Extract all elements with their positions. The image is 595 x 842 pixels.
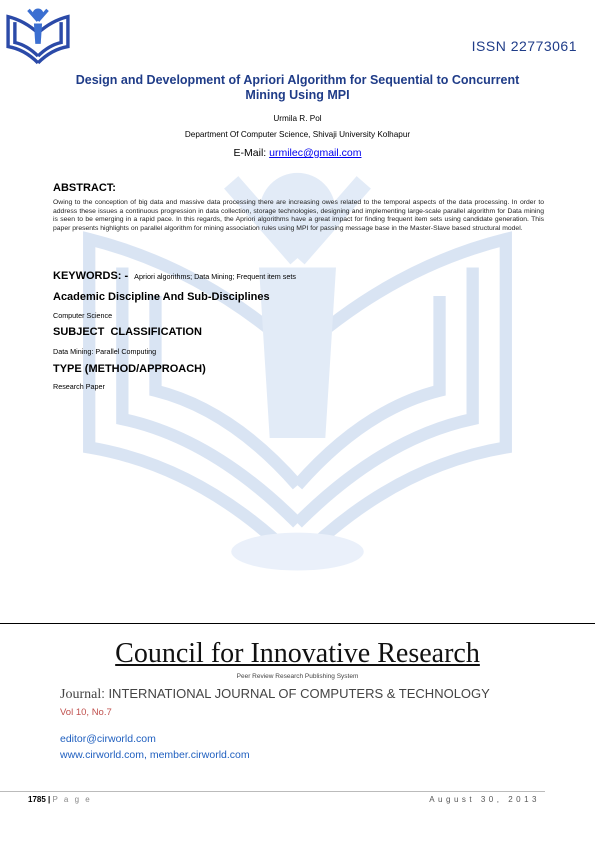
publisher-websites[interactable]: www.cirworld.com, member.cirworld.com — [60, 749, 250, 761]
author-name: Urmila R. Pol — [273, 114, 322, 123]
journal-volume: Vol 10, No.7 — [60, 707, 112, 718]
keywords-heading: KEYWORDS: - — [53, 270, 129, 282]
publisher-tagline: Peer Review Research Publishing System — [236, 673, 359, 680]
page-number: 1785 — [28, 795, 46, 804]
keywords-line — [53, 270, 296, 282]
journal-label: Journal — [60, 687, 102, 702]
author-email-line — [0, 147, 595, 159]
publication-date: August 30, 2013 — [429, 795, 540, 804]
classification-heading: SUBJECT CLASSIFICATION — [53, 326, 202, 338]
publisher-name: Council for Innovative Research — [115, 638, 480, 669]
email-label: E-Mail: — [233, 147, 270, 159]
keywords-value: Apriori algorithms; Data Mining; Frequent item sets — [134, 272, 296, 281]
abstract-heading: ABSTRACT: — [53, 182, 116, 194]
footer-divider — [0, 791, 545, 792]
issn-label: ISSN 22773061 — [471, 38, 577, 54]
page-separator: | — [45, 795, 53, 804]
editor-email-link[interactable]: editor@cirworld.com — [60, 733, 156, 745]
journal-line — [60, 686, 490, 703]
type-value: Research Paper — [53, 382, 105, 391]
page-number-line — [28, 795, 92, 804]
type-heading: TYPE (METHOD/APPROACH) — [53, 363, 206, 375]
discipline-heading: Academic Discipline And Sub-Disciplines — [53, 291, 270, 303]
author-affiliation: Department Of Computer Science, Shivaji University Kolhapur — [184, 130, 411, 139]
paper-title: Design and Development of Apriori Algorithm for Sequential to Concurrent Mining Using MPI — [75, 73, 520, 102]
abstract-body: Owing to the conception of big data and massive data processing there are increasing owes related to the temporal aspects of the data processing. In order to address these issues a continuous progression in data collection, storage technologies, designing and implementing large-scale parallel algorithm for Data mining is seen to be emerging in a rapid pace. In this regards, the Apriori algorithms have a great impact for finding frequent item sets using candidate generation. This paper presents highlights on parallel algorithm for mining association rules using MPI for passing message base in the Master-Slave based structural model. — [53, 199, 544, 232]
classification-value: Data Mining: Parallel Computing — [53, 347, 157, 356]
page-label: P a g e — [52, 795, 92, 804]
discipline-value: Computer Science — [53, 311, 113, 320]
author-email-link[interactable]: urmilec@gmail.com — [269, 147, 362, 159]
publisher-divider — [0, 623, 595, 624]
journal-logo-icon — [4, 4, 72, 66]
journal-name: : INTERNATIONAL JOURNAL OF COMPUTERS & TECHNOLOGY — [101, 686, 490, 701]
